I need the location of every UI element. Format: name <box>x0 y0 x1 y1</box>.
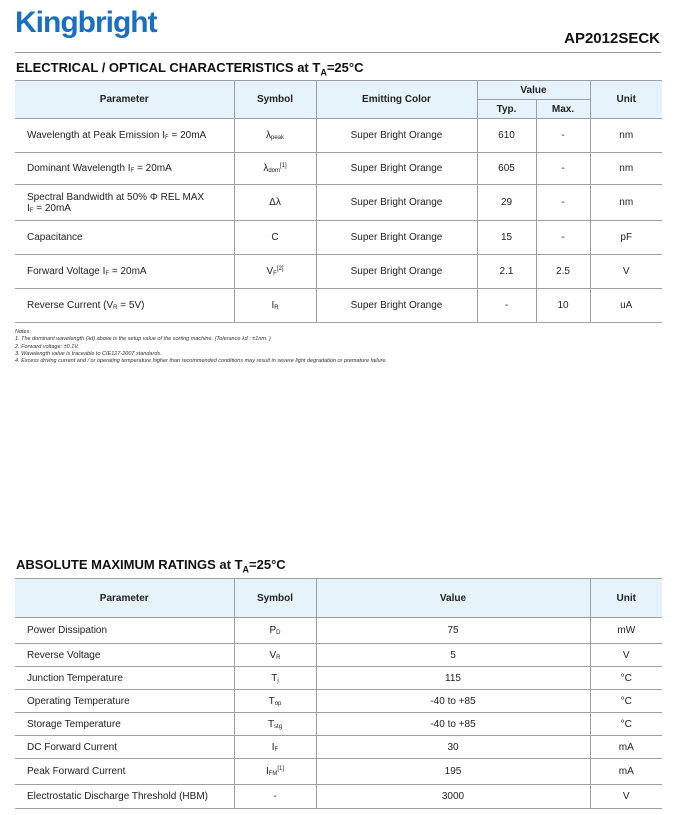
typ-value-cell: 2.1 <box>477 255 536 289</box>
symbol-base: T <box>267 718 275 730</box>
symbol-subscript: dom <box>268 168 280 174</box>
table-row <box>15 153 662 185</box>
parameter-text <box>27 266 230 277</box>
part-number: AP2012SECK <box>564 30 660 47</box>
symbol-cell <box>234 690 316 713</box>
symbol-cell <box>234 618 316 644</box>
notes <box>15 329 387 365</box>
unit-cell: °C <box>590 667 662 690</box>
symbol-cell <box>234 221 316 255</box>
symbol-subscript: F <box>273 271 277 277</box>
unit-cell: pF <box>590 221 662 255</box>
symbol-cell <box>234 736 316 759</box>
value-cell: -40 to +85 <box>316 713 590 736</box>
emitting-color-cell: Super Bright Orange <box>316 119 477 153</box>
parameter-label: Dominant Wavelength I <box>27 163 131 174</box>
max-value-cell: - <box>536 185 590 221</box>
table-row <box>15 644 662 667</box>
symbol-subscript: F <box>274 746 279 753</box>
col-max: Max. <box>536 100 590 119</box>
parameter-condition: = 20mA <box>33 202 71 214</box>
parameter-cell: DC Forward Current <box>15 736 234 759</box>
col-symbol: Symbol <box>234 81 316 119</box>
symbol-base: V <box>269 649 277 661</box>
symbol-note-ref: [1] <box>277 766 285 772</box>
max-value-cell: - <box>536 119 590 153</box>
parameter-label: Capacitance <box>27 232 83 243</box>
typ-value-cell: 605 <box>477 153 536 185</box>
value-cell: 115 <box>316 667 590 690</box>
table-row <box>15 255 662 289</box>
table-row <box>15 736 662 759</box>
value-cell: 5 <box>316 644 590 667</box>
unit-cell: nm <box>590 119 662 153</box>
parameter-cell <box>15 153 234 185</box>
max-value-cell: - <box>536 153 590 185</box>
col-typ: Typ. <box>477 100 536 119</box>
symbol-cell <box>234 644 316 667</box>
col-value: Value <box>477 81 590 100</box>
note-item: 3. Wavelength value is traceable to CIE127-2007 standards. <box>15 350 162 357</box>
symbol-subscript: FM <box>268 771 278 777</box>
table-row <box>15 713 662 736</box>
unit-cell: mA <box>590 759 662 785</box>
parameter-condition: = 20mA <box>109 266 147 277</box>
col-emitting-color: Emitting Color <box>316 81 477 119</box>
symbol-base: V <box>266 266 274 277</box>
symbol-subscript: D <box>276 630 281 636</box>
symbol-cell <box>234 255 316 289</box>
parameter-text <box>27 300 230 311</box>
parameter-label: Wavelength at Peak Emission I <box>27 130 166 141</box>
parameter-cell: Junction Temperature <box>15 667 234 690</box>
table-row <box>15 618 662 644</box>
symbol-base: T <box>268 695 275 707</box>
parameter-cell <box>15 255 234 289</box>
max-value-cell: 10 <box>536 289 590 323</box>
table-row <box>15 119 662 153</box>
symbol-subscript: op <box>274 700 282 707</box>
typ-value-cell: 15 <box>477 221 536 255</box>
symbol-subscript: R <box>276 654 281 661</box>
table-row <box>15 289 662 323</box>
parameter-cell <box>15 289 234 323</box>
parameter-cell: Peak Forward Current <box>15 759 234 785</box>
symbol-base: P <box>269 625 277 636</box>
parameter-cell: Storage Temperature <box>15 713 234 736</box>
note-item: 4. Excess driving current and / or operating temperature higher than recommended conditions may result in severe light degradation or premature failure. <box>15 358 388 365</box>
value-cell: -40 to +85 <box>316 690 590 713</box>
symbol-note-ref: [2] <box>276 266 284 272</box>
absolute-table <box>15 578 662 809</box>
unit-cell: °C <box>590 713 662 736</box>
value-cell: 75 <box>316 618 590 644</box>
notes-heading: Notes: <box>15 329 31 335</box>
table-row <box>15 667 662 690</box>
max-value-cell: - <box>536 221 590 255</box>
unit-cell: V <box>590 785 662 809</box>
emitting-color-cell: Super Bright Orange <box>316 153 477 185</box>
electrical-table <box>15 80 662 323</box>
value-cell: 3000 <box>316 785 590 809</box>
symbol-base: T <box>271 672 278 684</box>
col-symbol: Symbol <box>234 579 316 618</box>
parameter-subscript: R <box>113 305 118 311</box>
unit-cell: °C <box>590 690 662 713</box>
emitting-color-cell: Super Bright Orange <box>316 289 477 323</box>
symbol-cell <box>234 289 316 323</box>
symbol-base: λ <box>263 163 269 174</box>
unit-cell: V <box>590 644 662 667</box>
symbol-cell <box>234 713 316 736</box>
symbol-base: I <box>265 766 269 777</box>
symbol-base: λ <box>265 130 271 141</box>
parameter-condition: = 5V) <box>117 300 145 311</box>
parameter-cell <box>15 221 234 255</box>
symbol-base: I <box>271 300 275 311</box>
absolute-section-title: ABSOLUTE MAXIMUM RATINGS at $T_A=25^\circ C$ <box>16 557 286 575</box>
note-item: 2. Forward voltage: ±0.1V. <box>15 343 80 350</box>
parameter-label: I <box>27 202 30 214</box>
symbol-base: C <box>271 232 279 243</box>
parameter-cell: Operating Temperature <box>15 690 234 713</box>
parameter-cell <box>15 119 234 153</box>
max-value-cell: 2.5 <box>536 255 590 289</box>
parameter-label: Forward Voltage I <box>27 266 106 277</box>
parameter-subscript: F <box>165 135 169 141</box>
symbol-cell <box>234 185 316 221</box>
parameter-cell: Reverse Voltage <box>15 644 234 667</box>
parameter-label: Reverse Current (V <box>27 300 114 311</box>
symbol-subscript: peak <box>270 135 284 141</box>
typ-value-cell: - <box>477 289 536 323</box>
parameter-text <box>27 232 230 243</box>
value-cell: 30 <box>316 736 590 759</box>
symbol-cell <box>234 153 316 185</box>
col-unit: Unit <box>590 579 662 618</box>
typ-value-cell: 610 <box>477 119 536 153</box>
parameter-text-line2 <box>27 203 230 214</box>
parameter-text <box>27 192 230 203</box>
table-row <box>15 185 662 221</box>
unit-cell: nm <box>590 185 662 221</box>
col-unit: Unit <box>590 81 662 119</box>
symbol-cell <box>234 759 316 785</box>
typ-value-cell: 29 <box>477 185 536 221</box>
unit-cell: nm <box>590 153 662 185</box>
symbol-cell <box>234 119 316 153</box>
table-row <box>15 221 662 255</box>
brand-logo: Kingbright <box>15 6 157 39</box>
table-row <box>15 759 662 785</box>
symbol-subscript: j <box>277 677 279 684</box>
symbol-subscript: stg <box>274 723 283 730</box>
symbol-subscript: R <box>274 305 279 311</box>
unit-cell: mW <box>590 618 662 644</box>
symbol-cell <box>234 667 316 690</box>
electrical-section-title: ELECTRICAL / OPTICAL CHARACTERISTICS at $T_A=25^\circ C$ <box>16 60 364 78</box>
parameter-label: Spectral Bandwidth at 50% Φ REL MAX <box>27 191 205 203</box>
col-parameter: Parameter <box>15 579 234 618</box>
unit-cell: uA <box>590 289 662 323</box>
note-item: 1. The dominant wavelength (λd) above is the setup value of the sorting machine. (Tolerance λd : ±1nm. ) <box>15 336 271 343</box>
parameter-condition: = 20mA <box>168 130 207 141</box>
symbol-note-ref: [1] <box>280 163 287 169</box>
symbol-cell <box>234 785 316 809</box>
unit-cell: V <box>590 255 662 289</box>
header-divider <box>15 52 661 53</box>
symbol-base: Δλ <box>269 197 281 208</box>
unit-cell: mA <box>590 736 662 759</box>
symbol-base: - <box>273 791 277 802</box>
parameter-cell: Power Dissipation <box>15 618 234 644</box>
parameter-subscript: F <box>29 207 34 214</box>
emitting-color-cell: Super Bright Orange <box>316 255 477 289</box>
col-parameter: Parameter <box>15 81 234 119</box>
col-value: Value <box>316 579 590 618</box>
symbol-base: I <box>271 741 275 753</box>
emitting-color-cell: Super Bright Orange <box>316 185 477 221</box>
parameter-text <box>27 130 230 141</box>
table-row <box>15 690 662 713</box>
table-row <box>15 785 662 809</box>
parameter-text <box>27 163 230 174</box>
value-cell: 195 <box>316 759 590 785</box>
parameter-subscript: F <box>130 168 135 174</box>
parameter-condition: = 20mA <box>134 163 172 174</box>
parameter-cell: Electrostatic Discharge Threshold (HBM) <box>15 785 234 809</box>
emitting-color-cell: Super Bright Orange <box>316 221 477 255</box>
parameter-subscript: F <box>105 271 110 277</box>
parameter-cell <box>15 185 234 221</box>
